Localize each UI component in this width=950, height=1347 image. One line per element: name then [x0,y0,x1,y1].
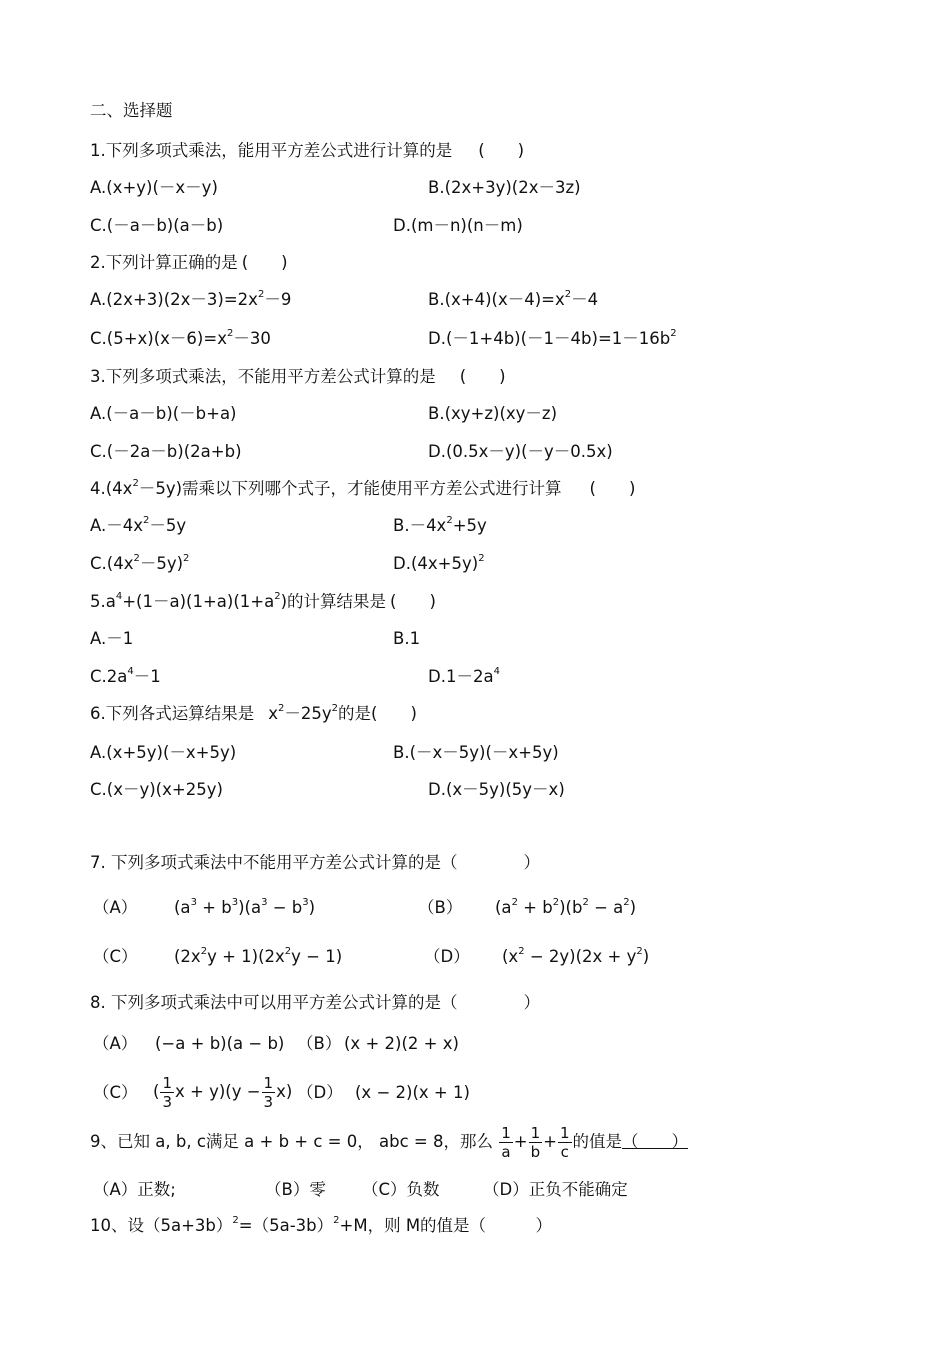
text: )(b [559,898,583,917]
text: )的计算结果是 [280,592,387,611]
text: (a [174,898,191,917]
q5-option-d [428,666,500,688]
fraction [529,1124,543,1161]
fraction [160,1074,174,1111]
question-1-text: 1.下列多项式乘法，能用平方差公式进行计算的是 [90,141,453,160]
text: D.1－2a [428,667,494,686]
text: ) [642,947,650,966]
fraction [558,1124,572,1161]
text: x [268,704,279,723]
text: − a [588,898,624,917]
text: －5y)需乘以下列哪个式子，才能使用平方差公式进行计算 [138,479,562,498]
q2-option-a [90,289,291,311]
q7-option-a [174,897,315,919]
exponent: 2 [274,591,281,602]
exponent: 2 [564,289,572,300]
q7-option-a-label: （A） [93,898,138,917]
text: B.－4x [393,516,447,535]
text: ( [153,1082,160,1101]
text: C.(5+x)(x－6)=x [90,329,227,348]
exponent: 2 [143,515,150,526]
text: (a [495,898,512,917]
text: +5y [452,516,487,535]
q7-option-b-label: （B） [418,898,463,917]
text: D.(－1+4b)(－1－4b)=1－16b [428,329,671,348]
text: )(a [238,898,262,917]
q2-option-d [428,328,677,350]
exponent: 4 [115,591,123,602]
q4-option-b [393,515,487,537]
q8-option-b-label: （B） [297,1034,342,1053]
text: －25y [284,704,332,723]
q9-option-a: （A）正数; [93,1180,176,1199]
exponent: 2 [552,897,560,908]
exponent: 2 [183,553,190,564]
question-10-stem [90,1215,552,1237]
exponent: 3 [302,897,309,908]
q5-option-a: A.－1 [90,629,134,648]
q7-option-d [502,946,649,968]
q2-option-c [90,328,271,350]
q4-option-c [90,553,189,575]
question-3-stem [90,366,506,388]
text: x + y)(y − [174,1082,261,1101]
text: D.(4x+5y) [393,554,479,573]
text: abc = 8， [379,1132,460,1151]
q8-option-c [153,1074,292,1111]
text: －9 [264,290,292,309]
denominator: 3 [162,1093,172,1111]
text: y + 1)(2x [207,947,285,966]
q1-option-c: C.(－a－b)(a－b) [90,216,224,235]
q4-option-d [393,553,485,575]
question-3-text: 3.下列多项式乘法，不能用平方差公式计算的是 [90,367,436,386]
q8-option-a-label: （A） [93,1034,138,1053]
text: －1 [133,667,161,686]
q5-option-b: B.1 [393,629,421,648]
answer-paren: ( ) [459,367,506,386]
text: 的值是 [572,1132,623,1151]
text: 10、设（5a+3b） [90,1216,233,1235]
exponent: 2 [278,703,285,714]
question-1-stem [90,140,524,162]
q1-option-d: D.(m－n)(n－m) [393,216,523,235]
exponent: 2 [623,897,630,908]
q8-option-d-label: （D） [297,1083,343,1102]
exponent: 3 [190,897,197,908]
answer-paren: ( ) [241,253,288,272]
fraction [499,1124,513,1161]
text: 那么 [459,1132,493,1151]
q6-option-c: C.(x－y)(x+25y) [90,780,223,799]
q3-option-b: B.(xy+z)(xy－z) [428,404,558,423]
q9-option-d: （D）正负不能确定 [483,1180,628,1199]
exponent: 2 [636,946,643,957]
exponent: 2 [257,289,265,300]
numerator: 1 [530,1124,541,1142]
exponent: 4 [493,666,500,677]
numerator: 1 [162,1074,172,1092]
exponent: 2 [511,897,518,908]
exponent: 3 [261,897,268,908]
numerator: 1 [559,1124,570,1142]
q2-option-b [428,289,598,311]
exponent: 2 [582,897,589,908]
q1-option-a: A.(x+y)(－x－y) [90,178,218,197]
exponent: 2 [284,946,292,957]
exponent: 3 [231,897,239,908]
question-9-stem [90,1124,710,1161]
answer-paren: ( ) [390,592,436,611]
text: 5.a [90,592,116,611]
numerator: 1 [263,1074,274,1092]
q8-option-b: (x + 2)(2 + x) [344,1034,459,1053]
exponent: 2 [133,553,140,564]
q7-option-b [495,897,636,919]
text: －5y) [139,554,184,573]
text: x) [276,1082,293,1101]
text: a + b + c = 0， [244,1132,374,1151]
exponent: 2 [446,515,453,526]
q3-option-c: C.(－2a－b)(2a+b) [90,442,242,461]
q7-option-d-label: （D） [424,947,470,966]
denominator: b [530,1143,541,1161]
exponent: 2 [518,946,525,957]
q4-option-a [90,515,186,537]
question-2-stem [90,252,288,274]
text: 4.(4x [90,479,133,498]
q9-option-b: （B）零 [265,1180,326,1199]
answer-paren: ( ) [478,141,525,160]
question-7-stem: 7. 下列多项式乘法中不能用平方差公式计算的是（ ） [90,853,540,872]
text: －30 [233,329,271,348]
q8-option-a: (−a + b)(a − b) [155,1034,285,1053]
q6-option-a: A.(x+5y)(－x+5y) [90,743,237,762]
q5-option-c [90,666,161,688]
question-4-stem [90,478,635,500]
denominator: c [560,1143,569,1161]
denominator: 3 [263,1093,274,1111]
exponent: 2 [232,1215,239,1226]
denominator: a [501,1143,511,1161]
plus-sign: + [513,1132,528,1151]
text: + b [517,898,553,917]
exponent: 2 [670,328,677,339]
q3-option-a: A.(－a－b)(－b+a) [90,404,237,423]
question-2-text: 2.下列计算正确的是 [90,253,238,272]
numerator: 1 [501,1124,511,1142]
exponent: 2 [333,1215,340,1226]
text: (x [502,947,519,966]
q7-option-c-label: （C） [93,947,138,966]
text: +M，则 M的值是（ ） [339,1216,553,1235]
text: A.(2x+3)(2x－3)=2x [90,290,258,309]
text: +(1－a)(1+a)(1+a [122,592,275,611]
exponent: 2 [331,703,339,714]
q6-option-b: B.(－x－5y)(－x+5y) [393,743,559,762]
exponent: 2 [200,946,208,957]
plus-sign: + [543,1132,557,1151]
q3-option-d: D.(0.5x－y)(－y－0.5x) [428,442,613,461]
text: a, b, c [155,1132,206,1151]
text: 6.下列各式运算结果是 [90,704,255,723]
text: + b [196,898,232,917]
question-6-stem [90,703,417,725]
q8-option-c-label: （C） [93,1083,138,1102]
text: 的是( ) [338,704,417,723]
text: (2x [174,947,201,966]
answer-paren: ( ) [589,479,636,498]
text: －4 [571,290,599,309]
question-5-stem [90,591,436,613]
text: − 2y)(2x + y [524,947,637,966]
q8-option-d: (x − 2)(x + 1) [355,1083,470,1102]
question-8-stem: 8. 下列多项式乘法中可以用平方差公式计算的是（ ） [90,993,540,1012]
text: 满足 [205,1132,239,1151]
q1-option-b: B.(2x+3y)(2x－3z) [428,178,581,197]
text: =（5a-3b） [238,1216,334,1235]
answer-paren: （ ） [622,1132,689,1151]
exponent: 2 [226,328,234,339]
exponent: 2 [132,478,139,489]
text: y − 1) [291,947,343,966]
exponent: 2 [478,553,485,564]
text: 9、已知 [90,1132,150,1151]
text: B.(x+4)(x－4)=x [428,290,565,309]
q9-option-c: （C）负数 [362,1180,440,1199]
text: − b [267,898,303,917]
text: ) [629,898,637,917]
fraction [262,1074,276,1111]
section-title: 二、选择题 [90,101,173,120]
exponent: 4 [127,666,134,677]
q6-option-d: D.(x－5y)(5y－x) [428,780,565,799]
text: C.2a [90,667,128,686]
text: A.－4x [90,516,144,535]
text: －5y [149,516,187,535]
text: ) [308,898,316,917]
text: C.(4x [90,554,134,573]
q7-option-c [174,946,342,968]
